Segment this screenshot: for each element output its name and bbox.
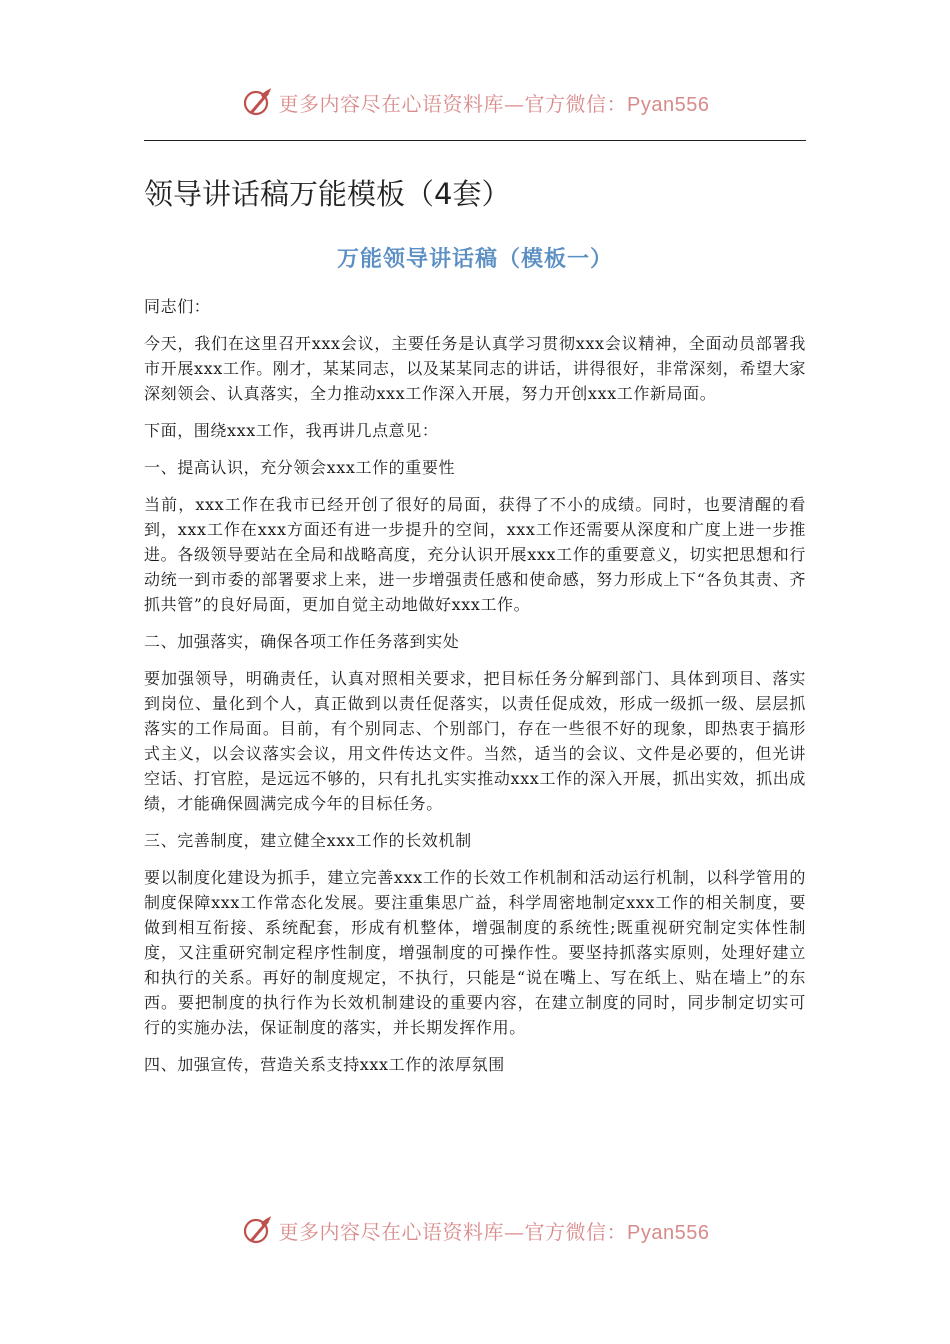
document-title: 领导讲话稿万能模板（4套） — [144, 177, 511, 211]
header-divider — [144, 140, 806, 141]
point-heading-1: 一、提高认识，充分领会xxx工作的重要性 — [144, 458, 456, 477]
quill-pen-logo-icon — [241, 1214, 273, 1246]
salutation: 同志们： — [144, 297, 211, 316]
body-paragraph: 要加强领导，明确责任，认真对照相关要求，把目标任务分解到部门、具体到项目、落实到岗位、量化到个人，真正做到以责任促落实，以责任促成效，形成一级抓一级、层层抓落实的工作局面。目前，有个别同志、个别部门，存在一些很不好的现象，即热衷于搞形式主义，以会议落实会议，用文件传达文件。当然，适当的会议、文件是必要的，但光讲空话、打官腔，是远远不够的，只有扎扎实实推动xxx工作的深入开展，抓出实效，抓出成绩，才能确保圆满完成今年的目标任务。 — [144, 669, 806, 813]
banner-text — [279, 88, 710, 117]
quill-pen-logo-icon — [241, 86, 273, 118]
body-paragraph: 今天，我们在这里召开xxx会议，主要任务是认真学习贯彻xxx会议精神，全面动员部署我市开展xxx工作。刚才，某某同志，以及某某同志的讲话，讲得很好，非常深刻，希望大家深刻领会、认真落实，全力推动xxx工作深入开展，努力开创xxx工作新局面。 — [144, 334, 806, 403]
point-heading-3: 三、完善制度，建立健全xxx工作的长效机制 — [144, 831, 472, 850]
body-paragraph: 当前，xxx工作在我市已经开创了很好的局面，获得了不小的成绩。同时，也要清醒的看到，xxx工作在xxx方面还有进一步提升的空间，xxx工作还需要从深度和广度上进一步推进。各级领导要站在全局和战略高度，充分认识开展xxx工作的重要意义，切实把思想和行动统一到市委的部署要求上来，进一步增强责任感和使命感，努力形成上下“各负其责、齐抓共管”的良好局面，更加自觉主动地做好xxx工作。 — [144, 495, 806, 614]
document-body — [144, 294, 806, 1089]
banner-wechat-id: Pyan556 — [627, 93, 710, 116]
section-title: 万能领导讲话稿（模板一） — [336, 246, 613, 272]
body-paragraph: 下面，围绕xxx工作，我再讲几点意见： — [144, 421, 439, 440]
header-banner — [0, 82, 950, 122]
banner-label: 更多内容尽在心语资料库—官方微信： — [278, 1219, 628, 1244]
point-heading-2: 二、加强落实，确保各项工作任务落到实处 — [144, 632, 460, 651]
footer-banner — [0, 1210, 950, 1250]
body-paragraph: 要以制度化建设为抓手，建立完善xxx工作的长效工作机制和活动运行机制，以科学管用的制度保障xxx工作常态化发展。要注重集思广益，科学周密地制定xxx工作的相关制度，要做到相互衔接、系统配套，形成有机整体，增强制度的系统性;既重视研究制定实体性制度，又注重研究制定程序性制度，增强制度的可操作性。要坚持抓落实原则，处理好建立和执行的关系。再好的制度规定，不执行，只能是“说在嘴上、写在纸上、贴在墙上”的东西。要把制度的执行作为长效机制建设的重要内容，在建立制度的同时，同步制定切实可行的实施办法，保证制度的落实，并长期发挥作用。 — [144, 868, 806, 1037]
banner-wechat-id: Pyan556 — [627, 1221, 710, 1244]
banner-label: 更多内容尽在心语资料库—官方微信： — [278, 91, 628, 116]
point-heading-4: 四、加强宣传，营造关系支持xxx工作的浓厚氛围 — [144, 1055, 505, 1074]
banner-text — [279, 1216, 710, 1245]
